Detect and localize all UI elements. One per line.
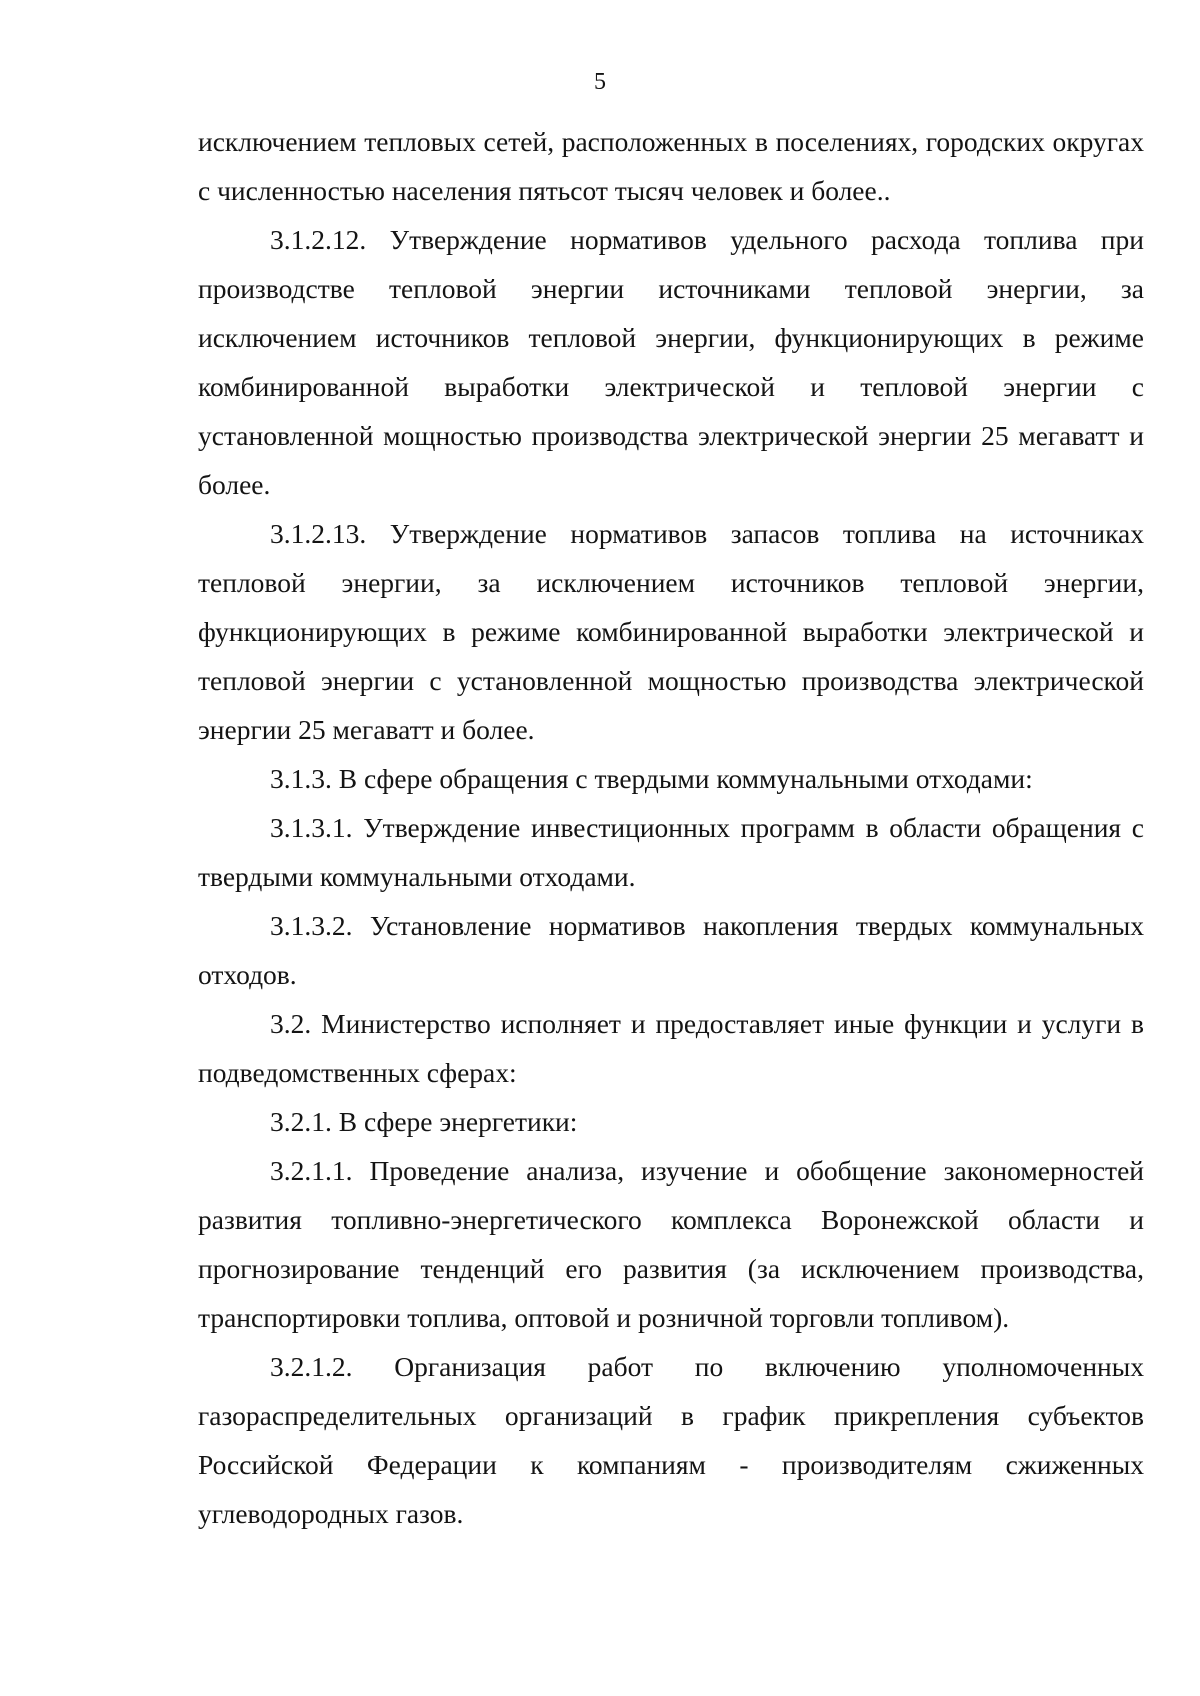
paragraph-3-2-1-2: 3.2.1.2. Организация работ по включению уполномоченных газораспределительных организаций в график прикрепления субъектов Российской Федерации к компаниям - производителям сжиженных углеводородных газов. bbox=[198, 1351, 1144, 1529]
paragraph-3-1-2-13: 3.1.2.13. Утверждение нормативов запасов топлива на источниках тепловой энергии, за исключением источников тепловой энергии, функционирующих в режиме комбинированной выработки электрической и тепловой энергии с установленной мощностью производства электрической энергии 25 мегаватт и более. bbox=[198, 518, 1144, 745]
paragraph-3-1-3-2: 3.1.3.2. Установление нормативов накопления твердых коммунальных отходов. bbox=[198, 910, 1144, 990]
paragraph-continuation: исключением тепловых сетей, расположенных в поселениях, городских округах с численностью населения пятьсот тысяч человек и более.. bbox=[198, 126, 1144, 206]
paragraph-3-1-2-12: 3.1.2.12. Утверждение нормативов удельного расхода топлива при производстве тепловой энергии источниками тепловой энергии, за исключением источников тепловой энергии, функционирующих в режиме комбинированной выработки электрической и тепловой энергии с установленной мощностью производства электрической энергии 25 мегаватт и более. bbox=[198, 224, 1144, 500]
paragraph-3-1-3-1: 3.1.3.1. Утверждение инвестиционных программ в области обращения с твердыми коммунальными отходами. bbox=[198, 812, 1144, 892]
paragraph-3-2: 3.2. Министерство исполняет и предоставляет иные функции и услуги в подведомственных сферах: bbox=[198, 1008, 1144, 1088]
paragraph-3-1-3: 3.1.3. В сфере обращения с твердыми коммунальными отходами: bbox=[270, 763, 1033, 794]
paragraph-3-2-1: 3.2.1. В сфере энергетики: bbox=[270, 1106, 578, 1137]
paragraph-3-2-1-1: 3.2.1.1. Проведение анализа, изучение и обобщение закономерностей развития топливно-энергетического комплекса Воронежской области и прогнозирование тенденций его развития (за исключением производства, транспортировки топлива, оптовой и розничной торговли топливом). bbox=[198, 1155, 1144, 1333]
document-body bbox=[198, 117, 1144, 1538]
page-number: 5 bbox=[594, 69, 606, 95]
